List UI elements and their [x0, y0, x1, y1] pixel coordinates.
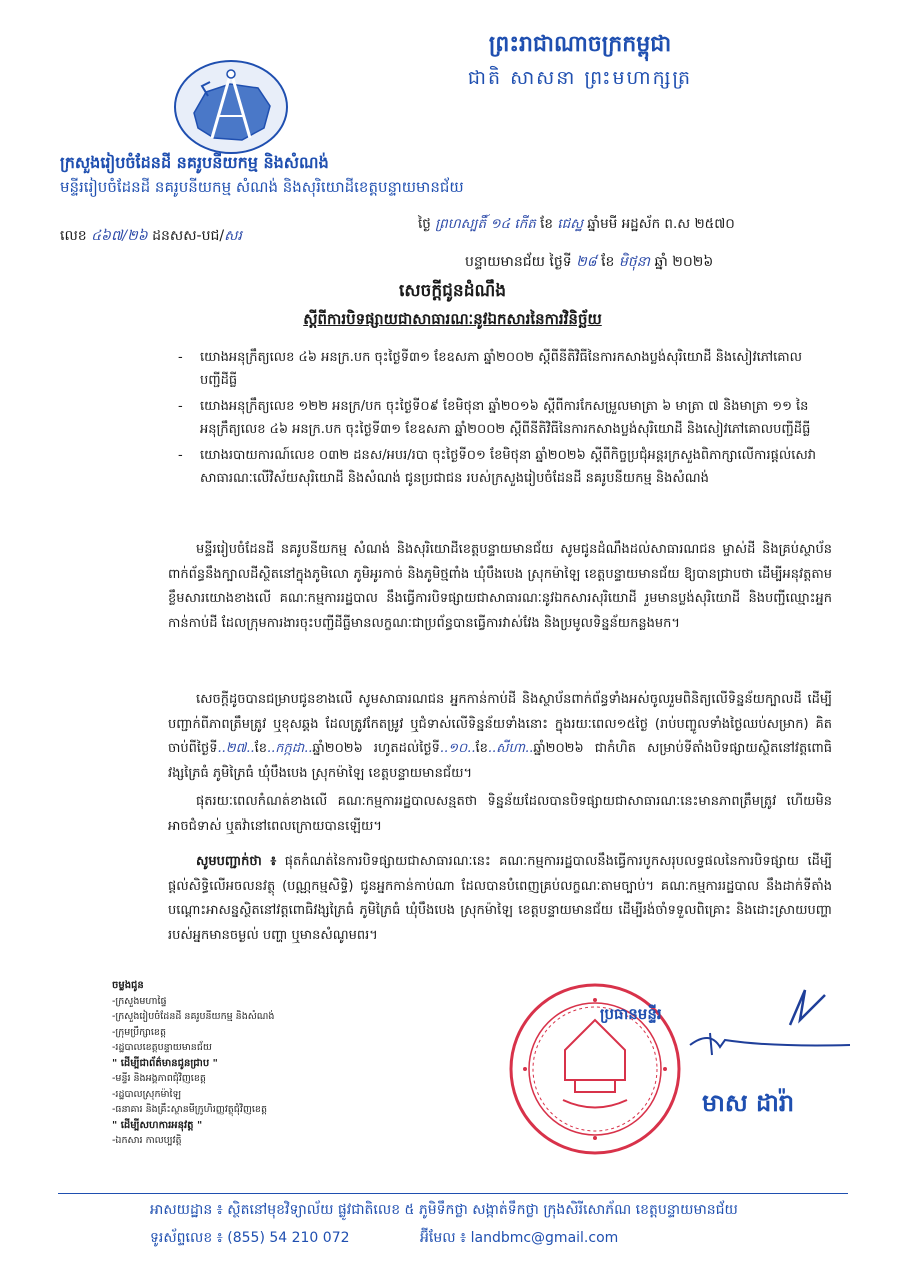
copy-to-item: -ឯកសារ កាលប្បវត្តិ [112, 1135, 182, 1146]
copy-to-item: -ក្រសួងរៀបចំដែនដី នគរូបនីយកម្ម និងសំណង់ [112, 1011, 275, 1022]
note-lead: សូមបញ្ជាក់ថា ៖ [196, 854, 277, 869]
ministry-logo [172, 58, 290, 156]
copy-to-item: -រដ្ឋបាលខេត្តបន្ទាយមានជ័យ [112, 1042, 212, 1053]
footer-email: អ៊ីមែល ៖ landbmc@gmail.com [420, 1230, 619, 1246]
lunar-date-handwritten: ព្រហស្បតិ៍ ១៤ កើត [435, 216, 536, 232]
lunar-date-suffix: ឆ្នាំមមី អដ្ឋស័ក ព.ស ២៥៧០ [587, 216, 735, 232]
reference-number [60, 226, 242, 247]
year: ឆ្នាំ ២០២៦ [654, 254, 714, 270]
handwritten-signature [650, 985, 880, 1065]
lunar-month-handwritten: ជេស្ឋ [557, 216, 583, 232]
solar-date [465, 252, 713, 273]
note-text: ផុតកំណត់នៃការបិទផ្សាយជាសាធារណៈនេះ គណៈកម្មការរដ្ឋបាលនឹងធ្វើការបូកសរុបលទ្ធផលនៃការបិទផ្សាយ ដើម្បីផ្ដល់សិទ្ធិលើអចលនវត្ថុ (បណ្ណកម្មសិទ្ធិ) ជូនអ្នកកាន់កាប់ណា ដែលបានបំពេញគ្រប់លក្ខណៈតាមច្បាប់។ គណៈកម្មការរដ្ឋបាល នឹងដាក់ទីតាំងបណ្ដោះអាសន្នស្ថិតនៅវត្តពោធិវង្សភ្រៃធំ ភូមិភ្រៃធំ ឃុំបឹងបេង ស្រុកម៉ាឡៃ ខេត្តបន្ទាយមានជ័យ ដើម្បីរង់ចាំទទួលពិគ្រោះ និងដោះស្រាយបញ្ហារបស់អ្នកមានចម្ងល់ បញ្ហា ឬមានសំណូមពរ។ [168, 854, 832, 943]
footer-address: អាសយដ្ឋាន ៖ ស្ថិតនៅមុខវិទ្យាល័យ ផ្លូវជាតិលេខ ៥ ភូមិទឹកថ្លា សង្កាត់ទឹកថ្លា ក្រុងសិរីសោភ័ណ ខេត្តបន្ទាយមានជ័យ [150, 1202, 738, 1218]
copy-to-subheading: " ដើម្បីសហការអនុវត្ត " [112, 1119, 203, 1131]
copy-to-item: -មន្ទីរ និងអង្គភាពជុំវិញខេត្ត [112, 1073, 206, 1084]
start-month-prefix: ខែ [254, 741, 267, 756]
document-subtitle: ស្ដីពីការបិទផ្សាយជាសាធារណៈនូវឯកសារនៃការវិនិច្ឆ័យ [303, 310, 602, 328]
copy-to-item: -ក្រសួងមហាផ្ទៃ [112, 995, 167, 1007]
end-day-handwritten: ..១០.. [439, 741, 476, 756]
paragraph-announcement: មន្ទីររៀបចំដែនដី នគរូបនីយកម្ម សំណង់ និងសុរិយោដីខេត្តបន្ទាយមានជ័យ សូមជូនដំណឹងដល់សាធារណជន ម្ចាស់ដី និងគ្រប់ស្ថាប័ន ពាក់ព័ន្ធនឹងក្បាលដីស្ថិតនៅក្នុងភូមិលោ ភូមិអូរកាច់ និងភូមិថ្មពាំង ឃុំបឹងបេង ស្រុកម៉ាឡៃ ខេត្តបន្ទាយមានជ័យ ឱ្យបានជ្រាបថា ដើម្បីអនុវត្តតាមខ្លឹមសារយោងខាងលើ គណៈកម្មការរដ្ឋបាល នឹងធ្វើការបិទផ្សាយជាសាធារណៈនូវឯកសារសុរិយោដី រួមមានប្លង់សុរិយោដី និងបញ្ជីឈ្មោះអ្នកកាន់កាប់ដី ដែលក្រុមការងារចុះបញ្ជីដីធ្លីមានលក្ខណៈជាប្រព័ន្ធបានធ្វើការវាស់វែង និងប្រមូលទិន្នន័យកន្លងមក។ [168, 542, 832, 631]
reference-suffix: ដនសស-បជ/ [152, 228, 225, 244]
reference-item: - យោងអនុក្រឹត្យលេខ ៤៦ អនក្រ.បក ចុះថ្ងៃទី៣១ ខែឧសភា ឆ្នាំ២០០២ ស្ដីពីនីតិវិធីនៃការកសាងប្លង់សុរិយោដី និងសៀវភៅគោលបញ្ជីដីធ្លី [178, 346, 828, 392]
reference-prefix: លេខ [60, 228, 87, 244]
copy-to-heading: ចម្លងជូន [112, 980, 144, 991]
reference-item: - យោងអនុក្រឹត្យលេខ ១២២ អនក្រ/បក ចុះថ្ងៃទី០៩ ខែមិថុនា ឆ្នាំ២០១៦ ស្ដីពីការកែសម្រួលមាត្រា ៦ មាត្រា ៧ និងមាត្រា ១១ នៃអនុក្រឹត្យលេខ ៤៦ អនក្រ.បក ចុះថ្ងៃទី៣១ ខែឧសភា ឆ្នាំ២០០២ ស្ដីពីនីតិវិធីនៃការកសាងប្លង់សុរិយោដី និងសៀវភៅគោលបញ្ជីដីធ្លី [178, 395, 828, 441]
reference-item: - យោងរបាយការណ៍លេខ ០៣២ ដនស/អបរ/របា ចុះថ្ងៃទី០១ ខែមិថុនា ឆ្នាំ២០២៦ ស្ដីពីកិច្ចប្រជុំអន្តរក្រសួងពិភាក្សាលើការផ្ដល់សេវាសាធារណៈលើវិស័យសុរិយោដី និងសំណង់ ជូនប្រជាជន របស់ក្រសួងរៀបចំដែនដី នគរូបនីយកម្ម និងសំណង់ [178, 444, 828, 490]
copy-to-item: -រដ្ឋបាលស្រុកម៉ាឡៃ [112, 1088, 182, 1100]
paragraph-deadline: ផុតរយៈពេលកំណត់ខាងលើ គណៈកម្មការរដ្ឋបាលសន្មតថា ទិន្នន័យដែលបានបិទផ្សាយជាសាធារណៈនេះមានភាពត្រឹមត្រូវ ហើយមិនអាចជំទាស់ ឬតវ៉ានៅពេលក្រោយបានឡើយ។ [168, 794, 832, 834]
lunar-date-prefix: ថ្ងៃ [418, 216, 431, 232]
end-month-prefix: ខែ [475, 741, 488, 756]
department-name: មន្ទីររៀបចំដែនដី នគរូបនីយកម្ម សំណង់ និងសុរិយោដីខេត្តបន្ទាយមានជ័យ [60, 178, 464, 196]
end-month-handwritten: ..សីហា.. [487, 741, 534, 756]
month-prefix: ខែ [601, 254, 615, 270]
signatory-title: ប្រធានមន្ទីរ [600, 1005, 662, 1023]
kingdom-title: ព្រះរាជាណាចក្រកម្ពុជា [488, 32, 672, 57]
reference-list [178, 346, 828, 493]
footer-phone: ទូរស័ព្ទលេខ ៖ (855) 54 210 072 [150, 1230, 350, 1246]
document-title: សេចក្ដីជូនដំណឹង [398, 281, 507, 301]
start-month-handwritten: ..កក្កដា.. [266, 741, 313, 756]
lunar-month-prefix: ខែ [540, 216, 553, 232]
ministry-name: ក្រសួងរៀបចំដែនដី នគរូបនីយកម្ម និងសំណង់ [60, 153, 329, 172]
copy-to-list [112, 978, 274, 1149]
review-period-text: សេចក្ដីដូចបានជម្រាបជូនខាងលើ សូមសាធារណជន អ្នកកាន់កាប់ដី និងស្ថាប័នពាក់ព័ន្ធទាំងអស់ចូលរួមពិនិត្យលើទិន្នន័យក្បាលដី ដើម្បីបញ្ជាក់ពីភាពត្រឹមត្រូវ ឬខុសឆ្គង ដែលត្រូវកែតម្រូវ ឬជំទាស់លើទិន្នន័យទាំងនោះ ក្នុងរយៈពេល១៥ថ្ងៃ (រាប់បញ្ចូលទាំងថ្ងៃឈប់សម្រាក) គិតចាប់ពីថ្ងៃទី [168, 692, 832, 756]
footer-divider [58, 1193, 848, 1194]
signatory-name: មាស ដារ៉ា [702, 1089, 795, 1117]
location-text: ឆ្នាំ២០២៦ ជាកំហិត សម្រាប់ទីតាំងបិទផ្សាយស្ថិតនៅវត្តពោធិវង្សភ្រៃធំ ភូមិភ្រៃធំ ឃុំបឹងបេង ស្រុកម៉ាឡៃ ខេត្តបន្ទាយមានជ័យ។ [168, 741, 832, 781]
copy-to-subheading: " ដើម្បីជាព័ត៌មានជូនជ្រាប " [112, 1057, 218, 1069]
copy-to-item: -ធនាគារ និងគ្រឹះស្ថានមីក្រូហិរញ្ញវត្ថុជុំវិញខេត្ត [112, 1104, 267, 1115]
reference-handwritten-2: សរ [224, 228, 242, 244]
reference-handwritten: ៤៦៧/២៦ [91, 228, 148, 244]
copy-to-item: -ក្រុមប្រឹក្សាខេត្ត [112, 1026, 166, 1038]
until-text: ឆ្នាំ២០២៦ រហូតដល់ថ្ងៃទី [312, 741, 440, 756]
lunar-date [418, 215, 735, 235]
national-motto: ជាតិ សាសនា ព្រះមហាក្សត្រ [467, 67, 693, 89]
day-handwritten: ២៨ [576, 254, 597, 270]
month-handwritten: មិថុនា [618, 254, 650, 270]
place-day-prefix: បន្ទាយមានជ័យ ថ្ងៃទី [465, 254, 572, 270]
paragraph-note [168, 850, 832, 948]
paragraph-review-period [168, 688, 832, 786]
start-day-handwritten: ..២៧.. [217, 741, 255, 756]
